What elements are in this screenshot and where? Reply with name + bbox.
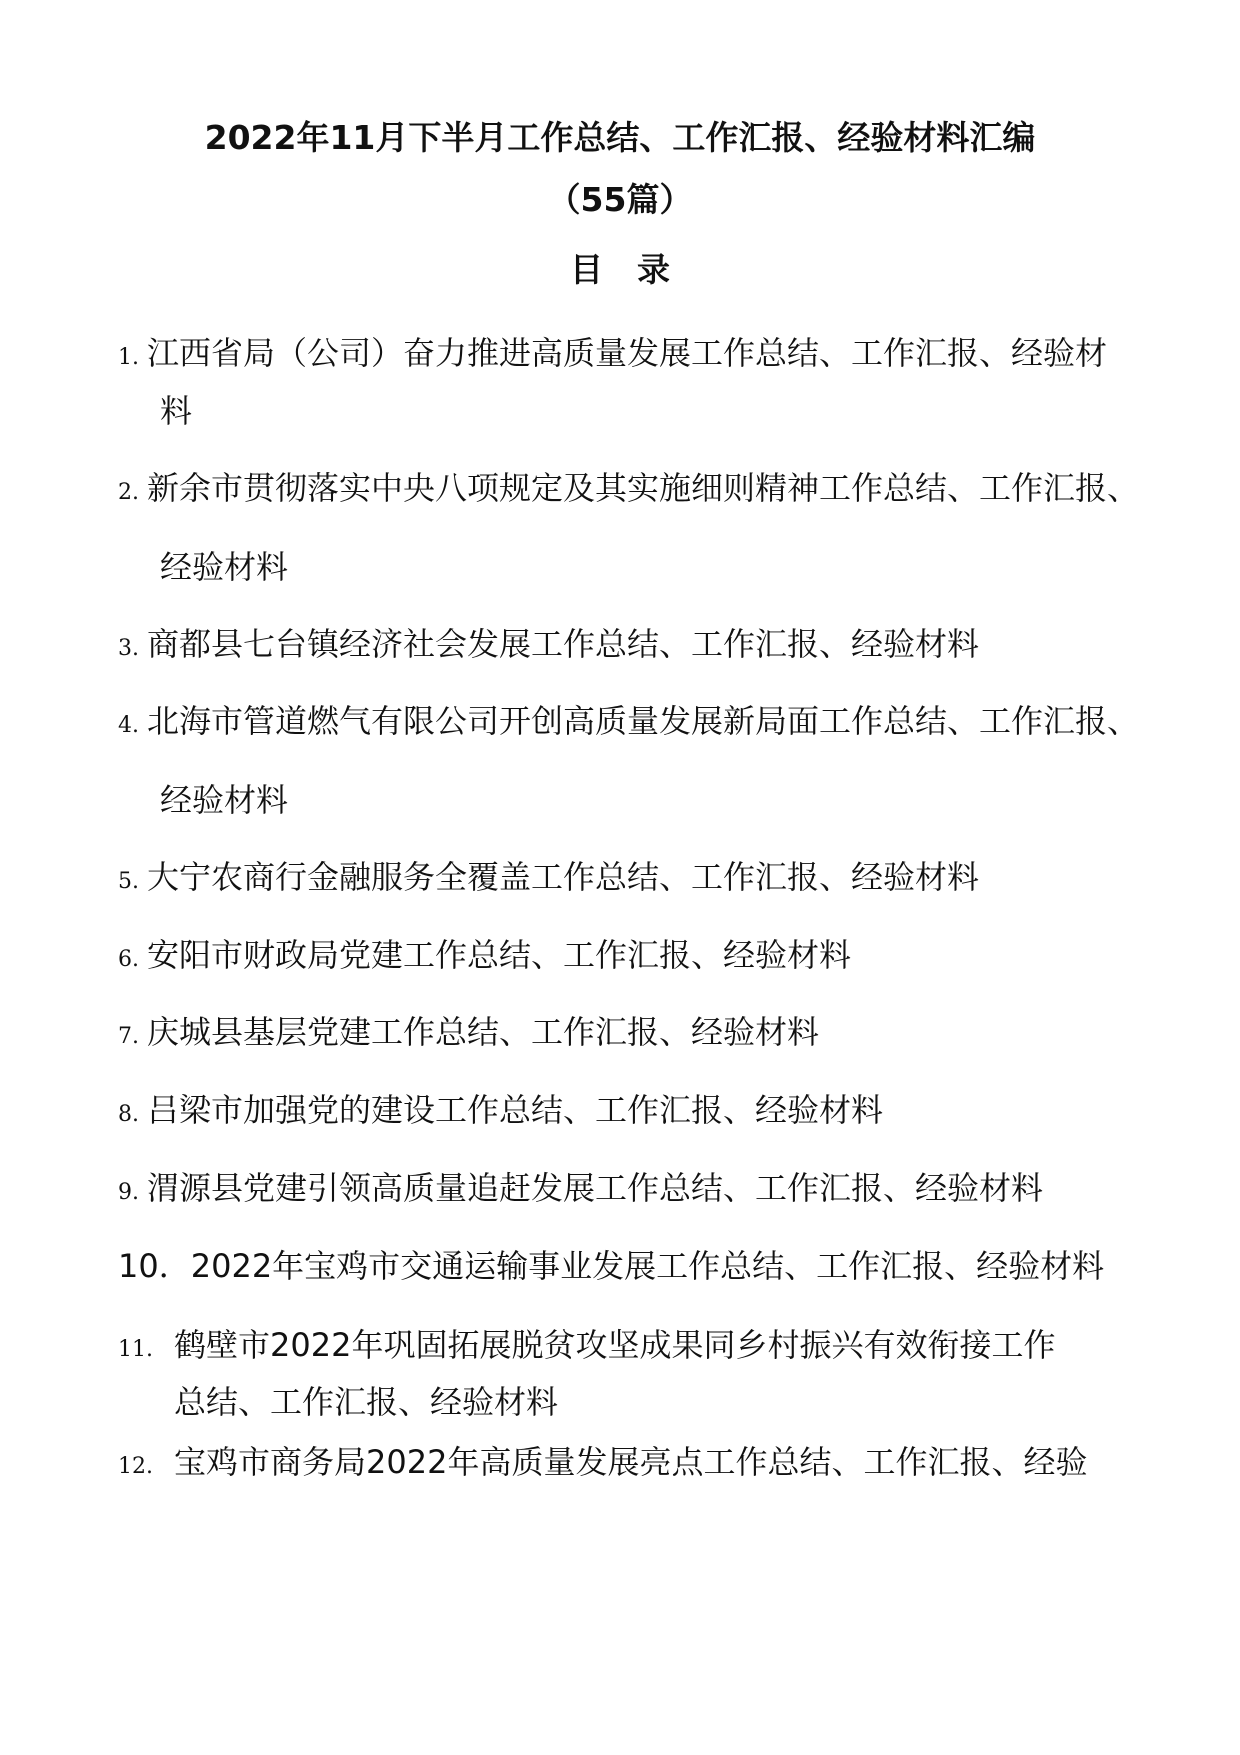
toc-item-text: 大宁农商行金融服务全覆盖工作总结、工作汇报、经验材料 <box>147 858 980 896</box>
toc-item-4-continuation: 经验材料 <box>160 781 289 819</box>
toc-item-1-continuation: 料 <box>160 392 193 430</box>
toc-item-number: 7. <box>118 1024 139 1049</box>
toc-item-number: 8. <box>118 1102 139 1127</box>
toc-item-text: 安阳市财政局党建工作总结、工作汇报、经验材料 <box>147 936 852 974</box>
document-title: 2022年11月下半月工作总结、工作汇报、经验材料汇编 <box>204 118 1036 157</box>
toc-item-11 <box>118 1325 1055 1370</box>
toc-item-text: 鹤壁市2022年巩固拓展脱贫攻坚成果同乡村振兴有效衔接工作 <box>174 1326 1056 1364</box>
toc-item-5 <box>118 857 979 902</box>
toc-item-3 <box>118 624 979 669</box>
toc-item-number: 10． <box>118 1247 191 1285</box>
toc-item-number: 3. <box>118 636 139 661</box>
toc-item-2 <box>118 468 1139 513</box>
toc-item-number: 12. <box>118 1454 153 1479</box>
toc-item-8 <box>118 1090 883 1135</box>
toc-item-10 <box>118 1246 1104 1286</box>
toc-item-number: 5. <box>118 869 139 894</box>
toc-item-4 <box>118 701 1139 746</box>
toc-item-text: 宝鸡市商务局2022年高质量发展亮点工作总结、工作汇报、经验 <box>174 1443 1088 1481</box>
toc-item-number: 2. <box>118 480 139 505</box>
document-subtitle: （55篇） <box>547 180 693 219</box>
toc-item-9 <box>118 1168 1043 1213</box>
toc-item-7 <box>118 1012 819 1057</box>
toc-item-6 <box>118 935 851 980</box>
toc-item-11-continuation: 总结、工作汇报、经验材料 <box>174 1383 559 1421</box>
toc-item-number: 9. <box>118 1180 139 1205</box>
toc-item-text: 江西省局（公司）奋力推进高质量发展工作总结、工作汇报、经验材 <box>147 334 1108 372</box>
toc-item-text: 吕梁市加强党的建设工作总结、工作汇报、经验材料 <box>147 1091 884 1129</box>
toc-item-text: 商都县七台镇经济社会发展工作总结、工作汇报、经验材料 <box>147 625 980 663</box>
toc-item-2-continuation: 经验材料 <box>160 548 289 586</box>
toc-item-number: 11. <box>118 1337 153 1362</box>
toc-item-text: 北海市管道燃气有限公司开创高质量发展新局面工作总结、工作汇报、 <box>147 702 1140 740</box>
toc-item-text: 庆城县基层党建工作总结、工作汇报、经验材料 <box>147 1013 820 1051</box>
toc-item-text: 新余市贯彻落实中央八项规定及其实施细则精神工作总结、工作汇报、 <box>147 469 1140 507</box>
toc-item-1 <box>118 333 1107 378</box>
toc-item-12 <box>118 1442 1087 1487</box>
toc-item-text: 2022年宝鸡市交通运输事业发展工作总结、工作汇报、经验材料 <box>190 1247 1105 1285</box>
toc-item-text: 渭源县党建引领高质量追赶发展工作总结、工作汇报、经验材料 <box>147 1169 1044 1207</box>
toc-heading: 目录 <box>570 250 704 289</box>
toc-item-number: 6. <box>118 947 139 972</box>
toc-item-number: 1. <box>118 345 139 370</box>
toc-item-number: 4. <box>118 713 139 738</box>
